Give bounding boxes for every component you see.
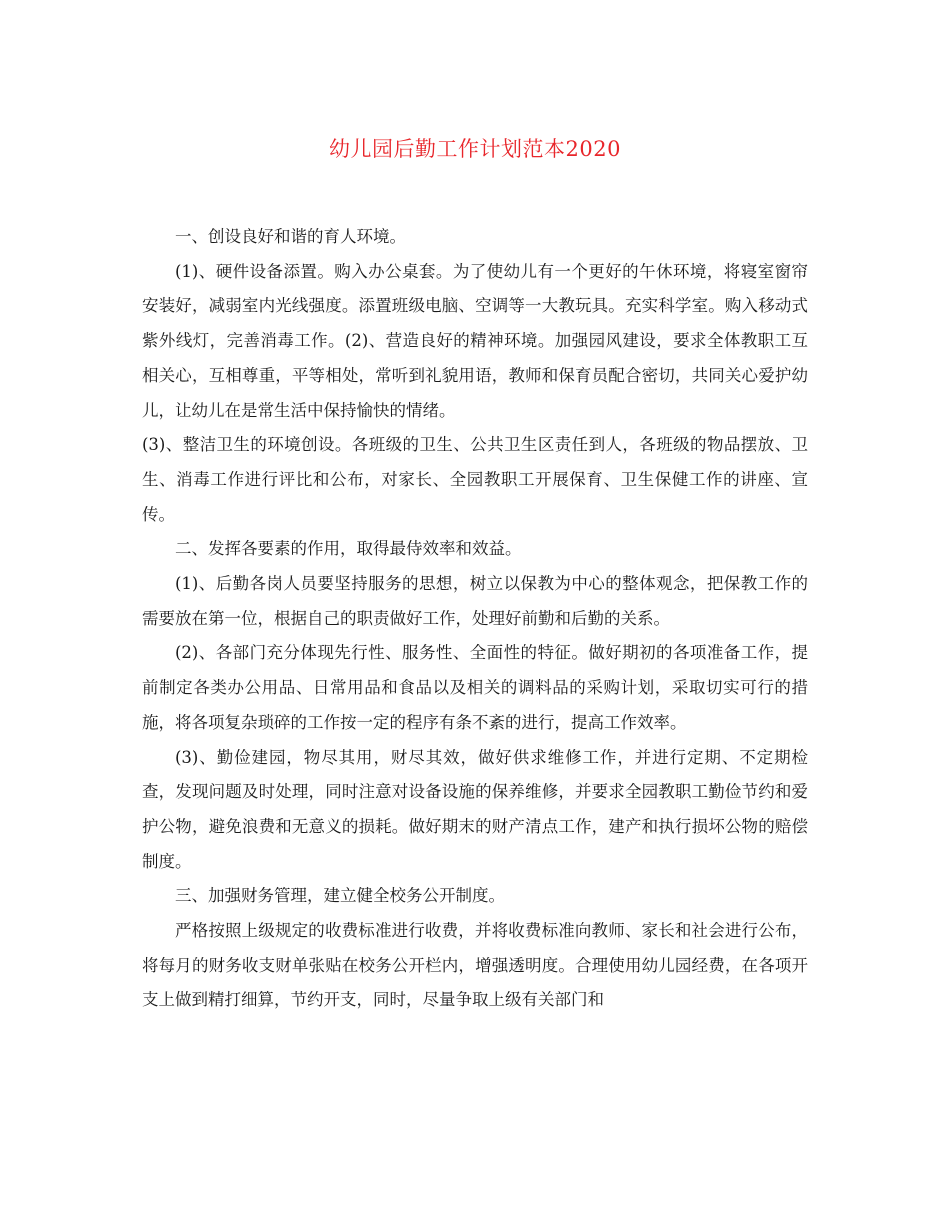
paragraph: (2)、各部门充分体现先行性、服务性、全面性的特征。做好期初的各项准备工作，提前制定各类办公用品、日常用品和食品以及相关的调料品的采购计划，采取切实可行的措施，将各项复杂琐碎的工作按一定的程序有条不紊的进行，提高工作效率。 [142,643,808,732]
section-heading-3: 三、加强财务管理，建立健全校务公开制度。 [175,886,505,906]
paragraph: (3)、勤俭建园，物尽其用，财尽其效，做好供求维修工作，并进行定期、不定期检查，发现问题及时处理，同时注意对设备设施的保养维修，并要求全园教职工勤俭节约和爱护公物，避免浪费和无意义的损耗。做好期末的财产清点工作，建产和执行损坏公物的赔偿制度。 [142,747,808,871]
paragraph: 严格按照上级规定的收费标准进行收费，并将收费标准向教师、家长和社会进行公布，将每月的财务收支财单张贴在校务公开栏内，增强透明度。合理使用幼儿园经费，在各项开支上做到精打细算，节约开支，同时，尽量争取上级有关部门和 [142,921,808,1010]
paragraph: (1)、硬件设备添置。购入办公桌套。为了使幼儿有一个更好的午休环境，将寝室窗帘安装好，减弱室内光线强度。添置班级电脑、空调等一大教玩具。充实科学室。购入移动式紫外线灯，完善消毒工作。(2)、营造良好的精神环境。加强园风建设，要求全体教职工互相关心，互相尊重，平等相处，常听到礼貌用语，教师和保育员配合密切，共同关心爱护幼儿，让幼儿在是常生活中保持愉快的情绪。 [142,261,808,420]
paragraph: (3)、整洁卫生的环境创设。各班级的卫生、公共卫生区责任到人，各班级的物品摆放、卫生、消毒工作进行评比和公布，对家长、全园教职工开展保育、卫生保健工作的讲座、宣传。 [142,435,808,524]
section-heading-1: 一、创设良好和谐的育人环境。 [175,227,406,246]
paragraph: (1)、后勤各岗人员要坚持服务的思想，树立以保教为中心的整体观念，把保教工作的需要放在第一位，根据自己的职责做好工作，处理好前勤和后勤的关系。 [142,574,808,628]
document-body [142,220,808,1018]
section-heading-2: 二、发挥各要素的作用，取得最侍效率和效益。 [175,539,522,559]
document-title: 幼儿园后勤工作计划范本2020 [329,137,621,161]
